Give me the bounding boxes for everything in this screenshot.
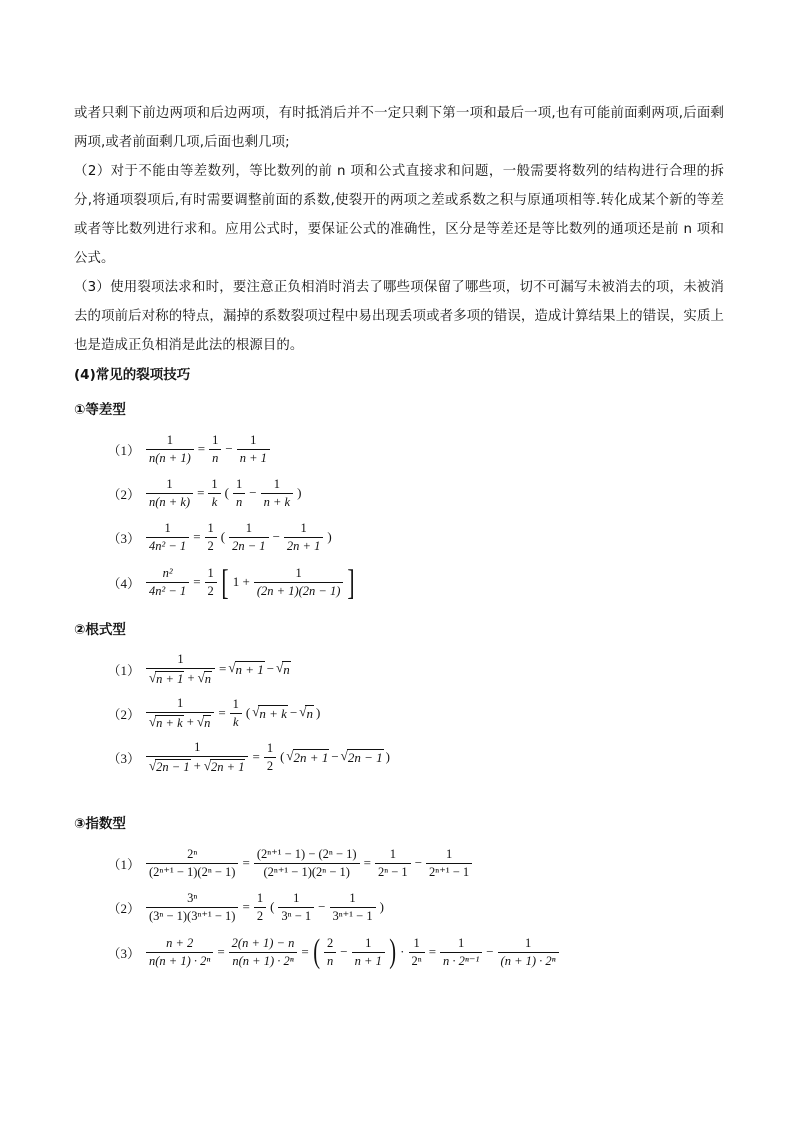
formula-list-arithmetic	[74, 427, 724, 605]
formula-expression: $\frac{1}{n(n + 1)}$ = $\frac{1}{n}$ − $\frac{1}{n + 1}$	[144, 433, 272, 466]
formula-expression: 1 √ n + k + √ n = $\frac{1}{k}$ ( √ n + k − √ n )	[144, 696, 322, 731]
section-title-radical: ②根式型	[74, 622, 126, 638]
paragraph-point-2: （2）对于不能由等差数列，等比数列的前 n 项和公式直接求和问题，一般需要将数列的结构进行合理的拆分,将通项裂项后,有时需要调整前面的系数,使裂开的两项之差或系数之积与原通项相等.转化成某个新的等差或者等比数列进行求和。应用公式时，要保证公式的准确性，区分是等差还是等比数列的通项还是前 n 项和公式。	[74, 164, 724, 266]
formula-index: （1）	[107, 442, 140, 458]
formula-expression: $\frac{1}{n(n + k)}$ = $\frac{1}{k}$ ( $\frac{1}{n}$ − $\frac{1}{n + k}$ )	[144, 477, 303, 510]
heading-split-techniques: (4)常见的裂项技巧	[74, 367, 191, 383]
formula-row	[74, 471, 724, 515]
formula-row	[74, 841, 724, 885]
formula-index: （3）	[107, 945, 140, 961]
formula-row	[74, 735, 724, 779]
formula-expression: $\frac{1}{\text{4n² − 1}}$ = $\frac{1}{2}$ ( $\frac{1}{2n - 1}$ − $\frac{1}{2n + 1}$ )	[144, 521, 334, 554]
formula-index: （2）	[107, 900, 140, 916]
formula-list-exponential	[74, 841, 724, 975]
formula-expression: 1 √ n + 1 + √ n = √ n + 1 − √ n	[144, 652, 291, 687]
formula-index: （4）	[107, 575, 140, 591]
formula-expression: $\frac{\text{2ⁿ}}{\text{(2ⁿ⁺¹ − 1)(2ⁿ − 1)}}$ = $\frac{\text{(2ⁿ⁺¹ − 1) − (2ⁿ − 1)}}{\text{(2ⁿ⁺¹ − 1)(2ⁿ − 1)}}$ = $\frac{1}{\text{2ⁿ − 1}}$ − $\frac{1}{\text{2ⁿ⁺¹ − 1}}$	[144, 847, 474, 880]
formula-row	[74, 929, 724, 975]
formula-list-radical	[74, 647, 724, 779]
formula-row	[74, 691, 724, 735]
formula-expression: $\frac{\text{n²}}{\text{4n² − 1}}$ = $\frac{1}{2}$ [ 1 + $\frac{1}{(2n + 1)(2n - 1)}$ ]	[144, 564, 357, 600]
formula-row	[74, 427, 724, 471]
formula-index: （2）	[107, 486, 140, 502]
document-page	[74, 96, 724, 975]
formula-expression: 1 √ 2n − 1 + √ 2n + 1 = $\frac{1}{2}$ ( √ 2n + 1 − √ 2n − 1 )	[144, 740, 392, 775]
formula-index: （3）	[107, 530, 140, 546]
formula-index: （2）	[107, 706, 140, 722]
formula-expression: $\frac{\text{3ⁿ}}{\text{(3ⁿ − 1)(3ⁿ⁺¹ − 1)}}$ = $\frac{1}{2}$ ( $\frac{1}{\text{3ⁿ − 1}}$ − $\frac{1}{\text{3ⁿ⁺¹ − 1}}$ )	[144, 891, 386, 924]
formula-index: （1）	[107, 662, 140, 678]
formula-row	[74, 885, 724, 929]
paragraph-point-3: （3）使用裂项法求和时，要注意正负相消时消去了哪些项保留了哪些项，切不可漏写未被消去的项，未被消去的项前后对称的特点，漏掉的系数裂项过程中易出现丢项或者多项的错误，造成计算结果上的错误，实质上也是造成正负相消是此法的根源目的。	[74, 280, 724, 353]
formula-row	[74, 647, 724, 691]
formula-index: （1）	[107, 856, 140, 872]
section-title-arithmetic: ①等差型	[74, 402, 126, 418]
formula-row	[74, 515, 724, 559]
paragraph-continuation: 或者只剩下前边两项和后边两项，有时抵消后并不一定只剩下第一项和最后一项,也有可能前面剩两项,后面剩两项,或者前面剩几项,后面也剩几项;	[74, 106, 724, 150]
formula-expression: $\frac{n + 2}{\text{n(n + 1) · 2ⁿ}}$ = $\frac{2(n + 1) - n}{\text{n(n + 1) · 2ⁿ}}$ = ( $\frac{2}{n}$ − $\frac{1}{n + 1}$ ) · $\frac{1}{\text{2ⁿ}}$ = $\frac{1}{\text{n · 2ⁿ⁻¹}}$ − $\frac{1}{\text{(n + 1) · 2ⁿ}}$	[144, 935, 561, 969]
section-title-exponential: ③指数型	[74, 816, 126, 832]
formula-row	[74, 559, 724, 605]
formula-index: （3）	[107, 750, 140, 766]
